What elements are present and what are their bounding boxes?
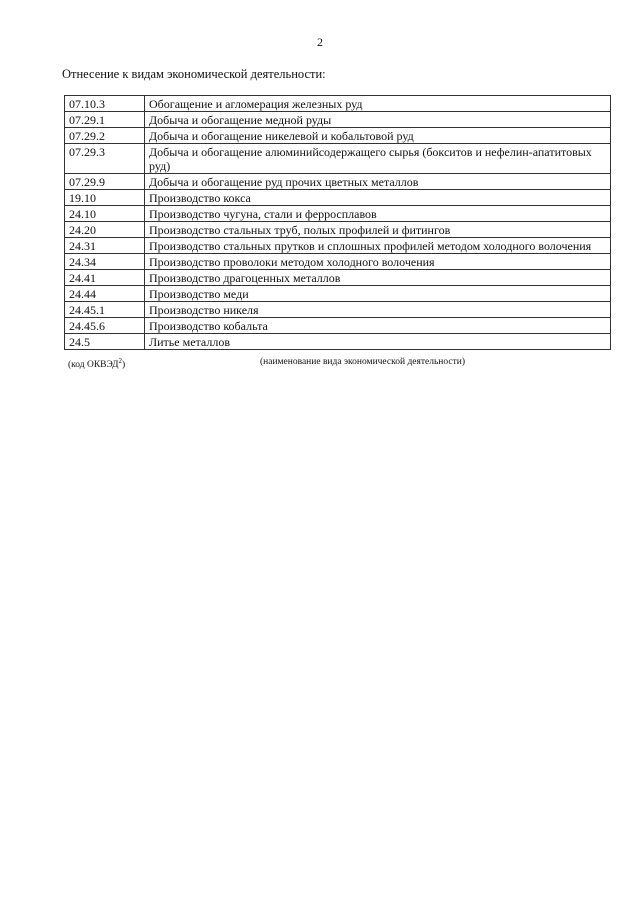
table-row: [65, 206, 611, 222]
table-row: [65, 174, 611, 190]
table-row: [65, 112, 611, 128]
page-number: 2: [317, 35, 323, 49]
activity-name-cell: Производство кобальта: [145, 318, 611, 334]
okved-code-cell: 07.29.9: [65, 174, 145, 190]
okved-table-body: [65, 96, 611, 350]
okved-code-cell: 24.31: [65, 238, 145, 254]
table-row: [65, 190, 611, 206]
table-row: [65, 286, 611, 302]
table-row: [65, 144, 611, 174]
activity-name-cell: Производство кокса: [145, 190, 611, 206]
okved-code-cell: 24.34: [65, 254, 145, 270]
activity-name-cell: Литье металлов: [145, 334, 611, 350]
table-row: [65, 254, 611, 270]
okved-code-cell: 24.44: [65, 286, 145, 302]
table-row: [65, 238, 611, 254]
activity-name-cell: Производство никеля: [145, 302, 611, 318]
activity-name-cell: Добыча и обогащение руд прочих цветных металлов: [145, 174, 611, 190]
code-caption-footnote: 2: [118, 357, 122, 365]
okved-table: [64, 95, 611, 350]
activity-name-cell: Производство драгоценных металлов: [145, 270, 611, 286]
code-caption-close: ): [121, 360, 126, 371]
name-caption: (наименование вида экономической деятельности): [260, 357, 465, 367]
activity-name-cell: Производство проволоки методом холодного волочения: [145, 254, 611, 270]
activity-name-cell: Производство меди: [145, 286, 611, 302]
okved-code-cell: 07.29.1: [65, 112, 145, 128]
okved-code-cell: 24.10: [65, 206, 145, 222]
activity-name-cell: Добыча и обогащение медной руды: [145, 112, 611, 128]
table-row: [65, 270, 611, 286]
okved-code-cell: 24.45.1: [65, 302, 145, 318]
table-row: [65, 302, 611, 318]
code-caption-text: (код ОКВЭД: [68, 360, 119, 371]
activity-name-cell: Добыча и обогащение никелевой и кобальтовой руд: [145, 128, 611, 144]
okved-code-cell: 19.10: [65, 190, 145, 206]
okved-code-cell: 24.20: [65, 222, 145, 238]
activity-name-cell: Производство стальных прутков и сплошных профилей методом холодного волочения: [145, 238, 611, 254]
table-row: [65, 334, 611, 350]
okved-code-cell: 24.45.6: [65, 318, 145, 334]
table-row: [65, 96, 611, 112]
okved-code-cell: 07.10.3: [65, 96, 145, 112]
activity-name-cell: Производство стальных труб, полых профилей и фитингов: [145, 222, 611, 238]
okved-code-cell: 07.29.2: [65, 128, 145, 144]
table-row: [65, 128, 611, 144]
activity-name-cell: Добыча и обогащение алюминийсодержащего сырья (бокситов и нефелин-апатитовых руд): [145, 144, 611, 174]
okved-code-cell: 07.29.3: [65, 144, 145, 174]
okved-code-cell: 24.41: [65, 270, 145, 286]
activity-name-cell: Производство чугуна, стали и ферросплавов: [145, 206, 611, 222]
table-row: [65, 318, 611, 334]
code-caption: [68, 357, 125, 370]
okved-code-cell: 24.5: [65, 334, 145, 350]
activity-name-cell: Обогащение и агломерация железных руд: [145, 96, 611, 112]
section-heading: Отнесение к видам экономической деятельности:: [62, 67, 326, 81]
table-row: [65, 222, 611, 238]
